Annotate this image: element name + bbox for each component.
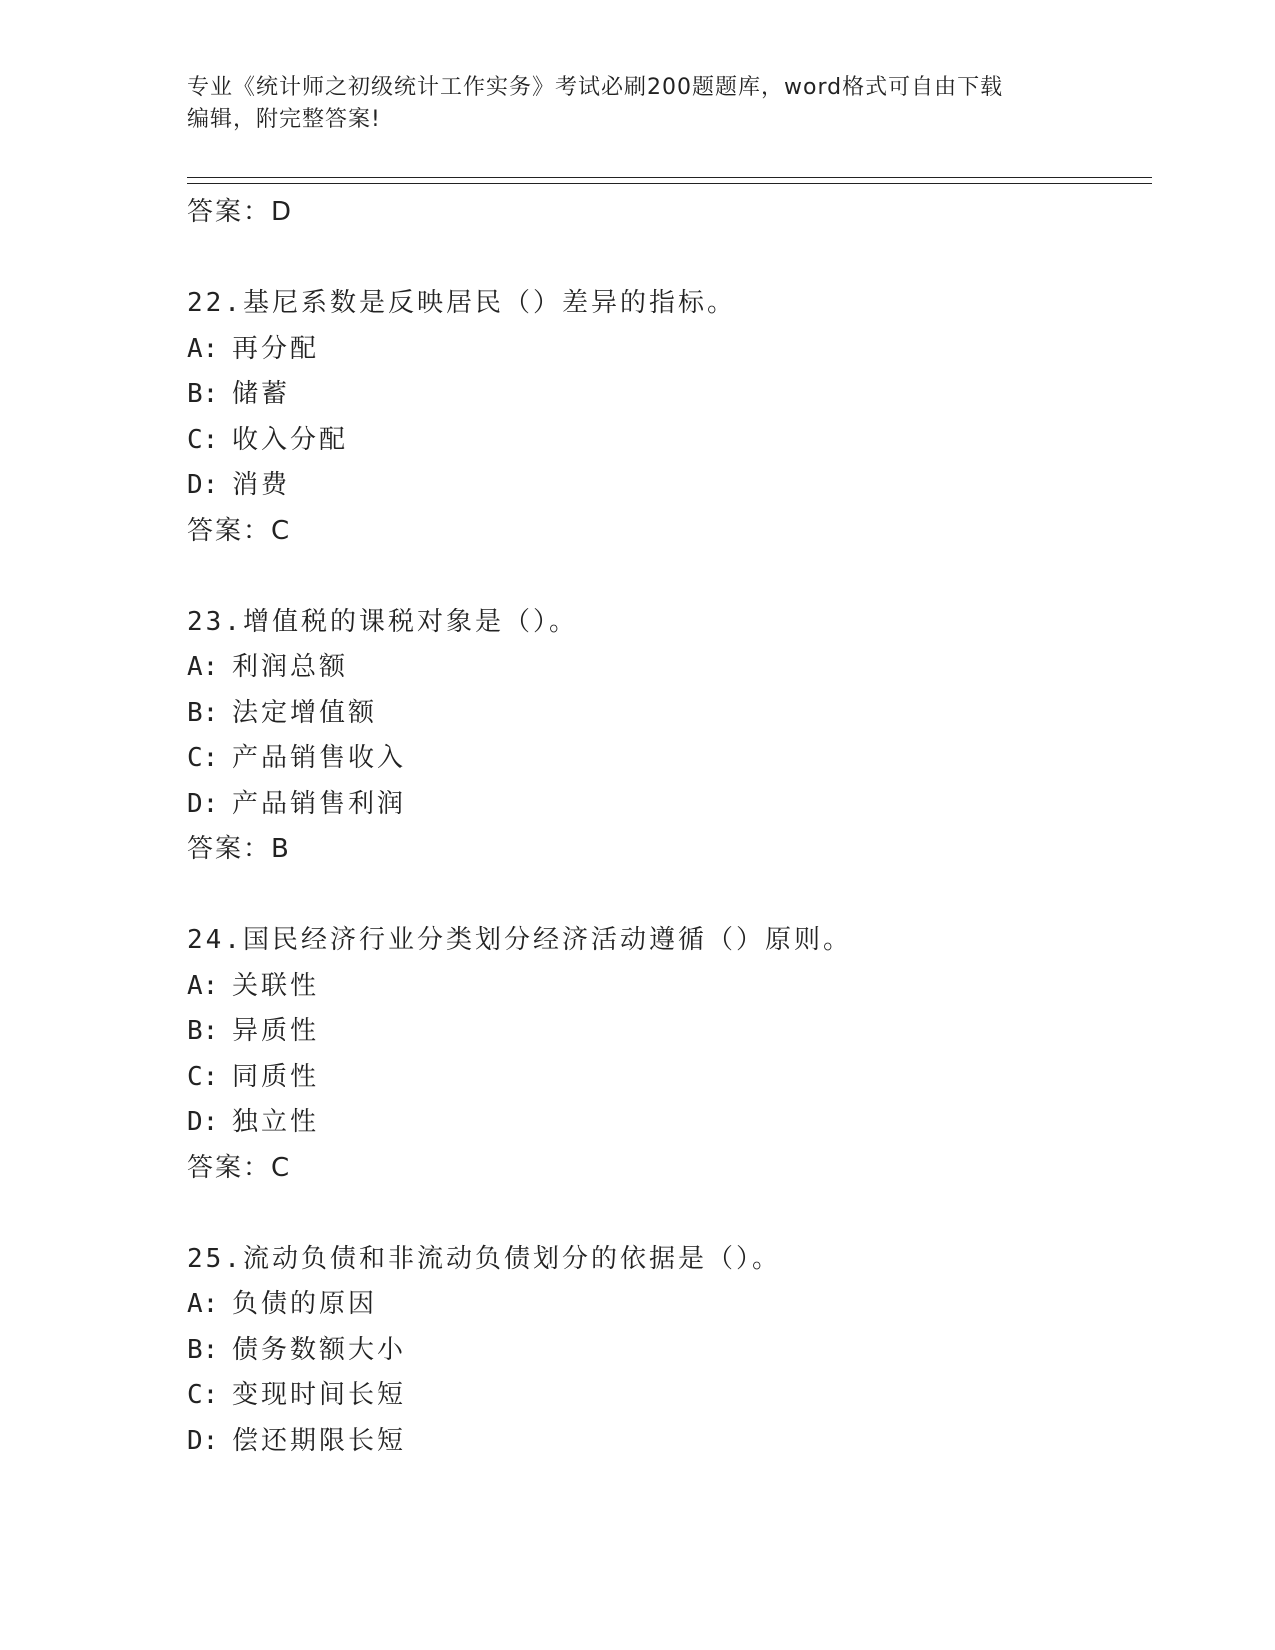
option-text: 消费 bbox=[232, 470, 291, 500]
option-key: C: bbox=[187, 743, 219, 773]
option-key: A: bbox=[187, 333, 219, 364]
option-a bbox=[187, 1282, 1127, 1328]
option-text: 负债的原因 bbox=[232, 1289, 378, 1319]
option-key: C: bbox=[187, 424, 219, 455]
header-divider-top bbox=[187, 177, 1152, 178]
option-d bbox=[187, 782, 1127, 828]
question-stem: 24.国民经济行业分类划分经济活动遵循（）原则。 bbox=[187, 925, 852, 955]
question-block bbox=[187, 918, 1127, 1191]
option-key: B: bbox=[187, 697, 219, 728]
option-c bbox=[187, 1373, 1127, 1419]
option-text: 债务数额大小 bbox=[232, 1334, 407, 1365]
document-header bbox=[187, 72, 1067, 136]
option-key: B: bbox=[187, 1016, 219, 1046]
option-b bbox=[187, 372, 1127, 418]
option-b bbox=[187, 1328, 1127, 1374]
option-text: 再分配 bbox=[232, 333, 320, 364]
option-a bbox=[187, 645, 1127, 691]
option-key: D: bbox=[187, 788, 219, 819]
option-key: C: bbox=[187, 1380, 219, 1410]
question-block bbox=[187, 600, 1127, 873]
answer-line: 答案：C bbox=[187, 515, 292, 546]
question-block bbox=[187, 281, 1127, 554]
option-key: A: bbox=[187, 970, 219, 1001]
question-list bbox=[187, 190, 1127, 1464]
header-line-2: 编辑，附完整答案! bbox=[187, 107, 381, 132]
option-text: 偿还期限长短 bbox=[232, 1425, 407, 1456]
spacer bbox=[187, 236, 1127, 282]
option-key: B: bbox=[187, 1334, 219, 1365]
option-key: A: bbox=[187, 652, 219, 682]
spacer bbox=[187, 554, 1127, 600]
option-c bbox=[187, 736, 1127, 782]
option-key: D: bbox=[187, 1425, 219, 1456]
option-c bbox=[187, 1055, 1127, 1101]
option-b bbox=[187, 1009, 1127, 1055]
option-a bbox=[187, 327, 1127, 373]
option-key: B: bbox=[187, 379, 219, 409]
answer-line: 答案：B bbox=[187, 834, 291, 864]
option-text: 收入分配 bbox=[232, 424, 349, 455]
option-key: D: bbox=[187, 1107, 219, 1137]
question-stem: 22.基尼系数是反映居民（）差异的指标。 bbox=[187, 288, 736, 318]
option-text: 同质性 bbox=[232, 1061, 320, 1092]
option-text: 产品销售利润 bbox=[232, 788, 407, 819]
spacer bbox=[187, 1191, 1127, 1237]
answer-line: 答案：D bbox=[187, 197, 294, 227]
option-text: 关联性 bbox=[232, 970, 320, 1001]
option-text: 利润总额 bbox=[232, 652, 349, 682]
option-key: D: bbox=[187, 470, 219, 500]
option-d bbox=[187, 1100, 1127, 1146]
option-text: 独立性 bbox=[232, 1107, 320, 1137]
header-line-1: 专业《统计师之初级统计工作实务》考试必刷200题题库，word格式可自由下载 bbox=[187, 75, 1004, 100]
option-text: 异质性 bbox=[232, 1016, 320, 1046]
option-text: 变现时间长短 bbox=[232, 1380, 407, 1410]
option-a bbox=[187, 964, 1127, 1010]
option-text: 储蓄 bbox=[232, 379, 291, 409]
option-b bbox=[187, 691, 1127, 737]
header-divider-bottom bbox=[187, 183, 1152, 184]
option-text: 产品销售收入 bbox=[232, 743, 407, 773]
option-d bbox=[187, 463, 1127, 509]
question-stem: 23.增值税的课税对象是（）。 bbox=[187, 606, 578, 637]
option-text: 法定增值额 bbox=[232, 697, 378, 728]
option-c bbox=[187, 418, 1127, 464]
answer-line: 答案：C bbox=[187, 1152, 292, 1183]
option-d bbox=[187, 1419, 1127, 1465]
question-block bbox=[187, 1237, 1127, 1465]
question-stem: 25.流动负债和非流动负债划分的依据是（）。 bbox=[187, 1243, 781, 1274]
option-key: A: bbox=[187, 1289, 219, 1319]
spacer bbox=[187, 873, 1127, 919]
option-key: C: bbox=[187, 1061, 219, 1092]
